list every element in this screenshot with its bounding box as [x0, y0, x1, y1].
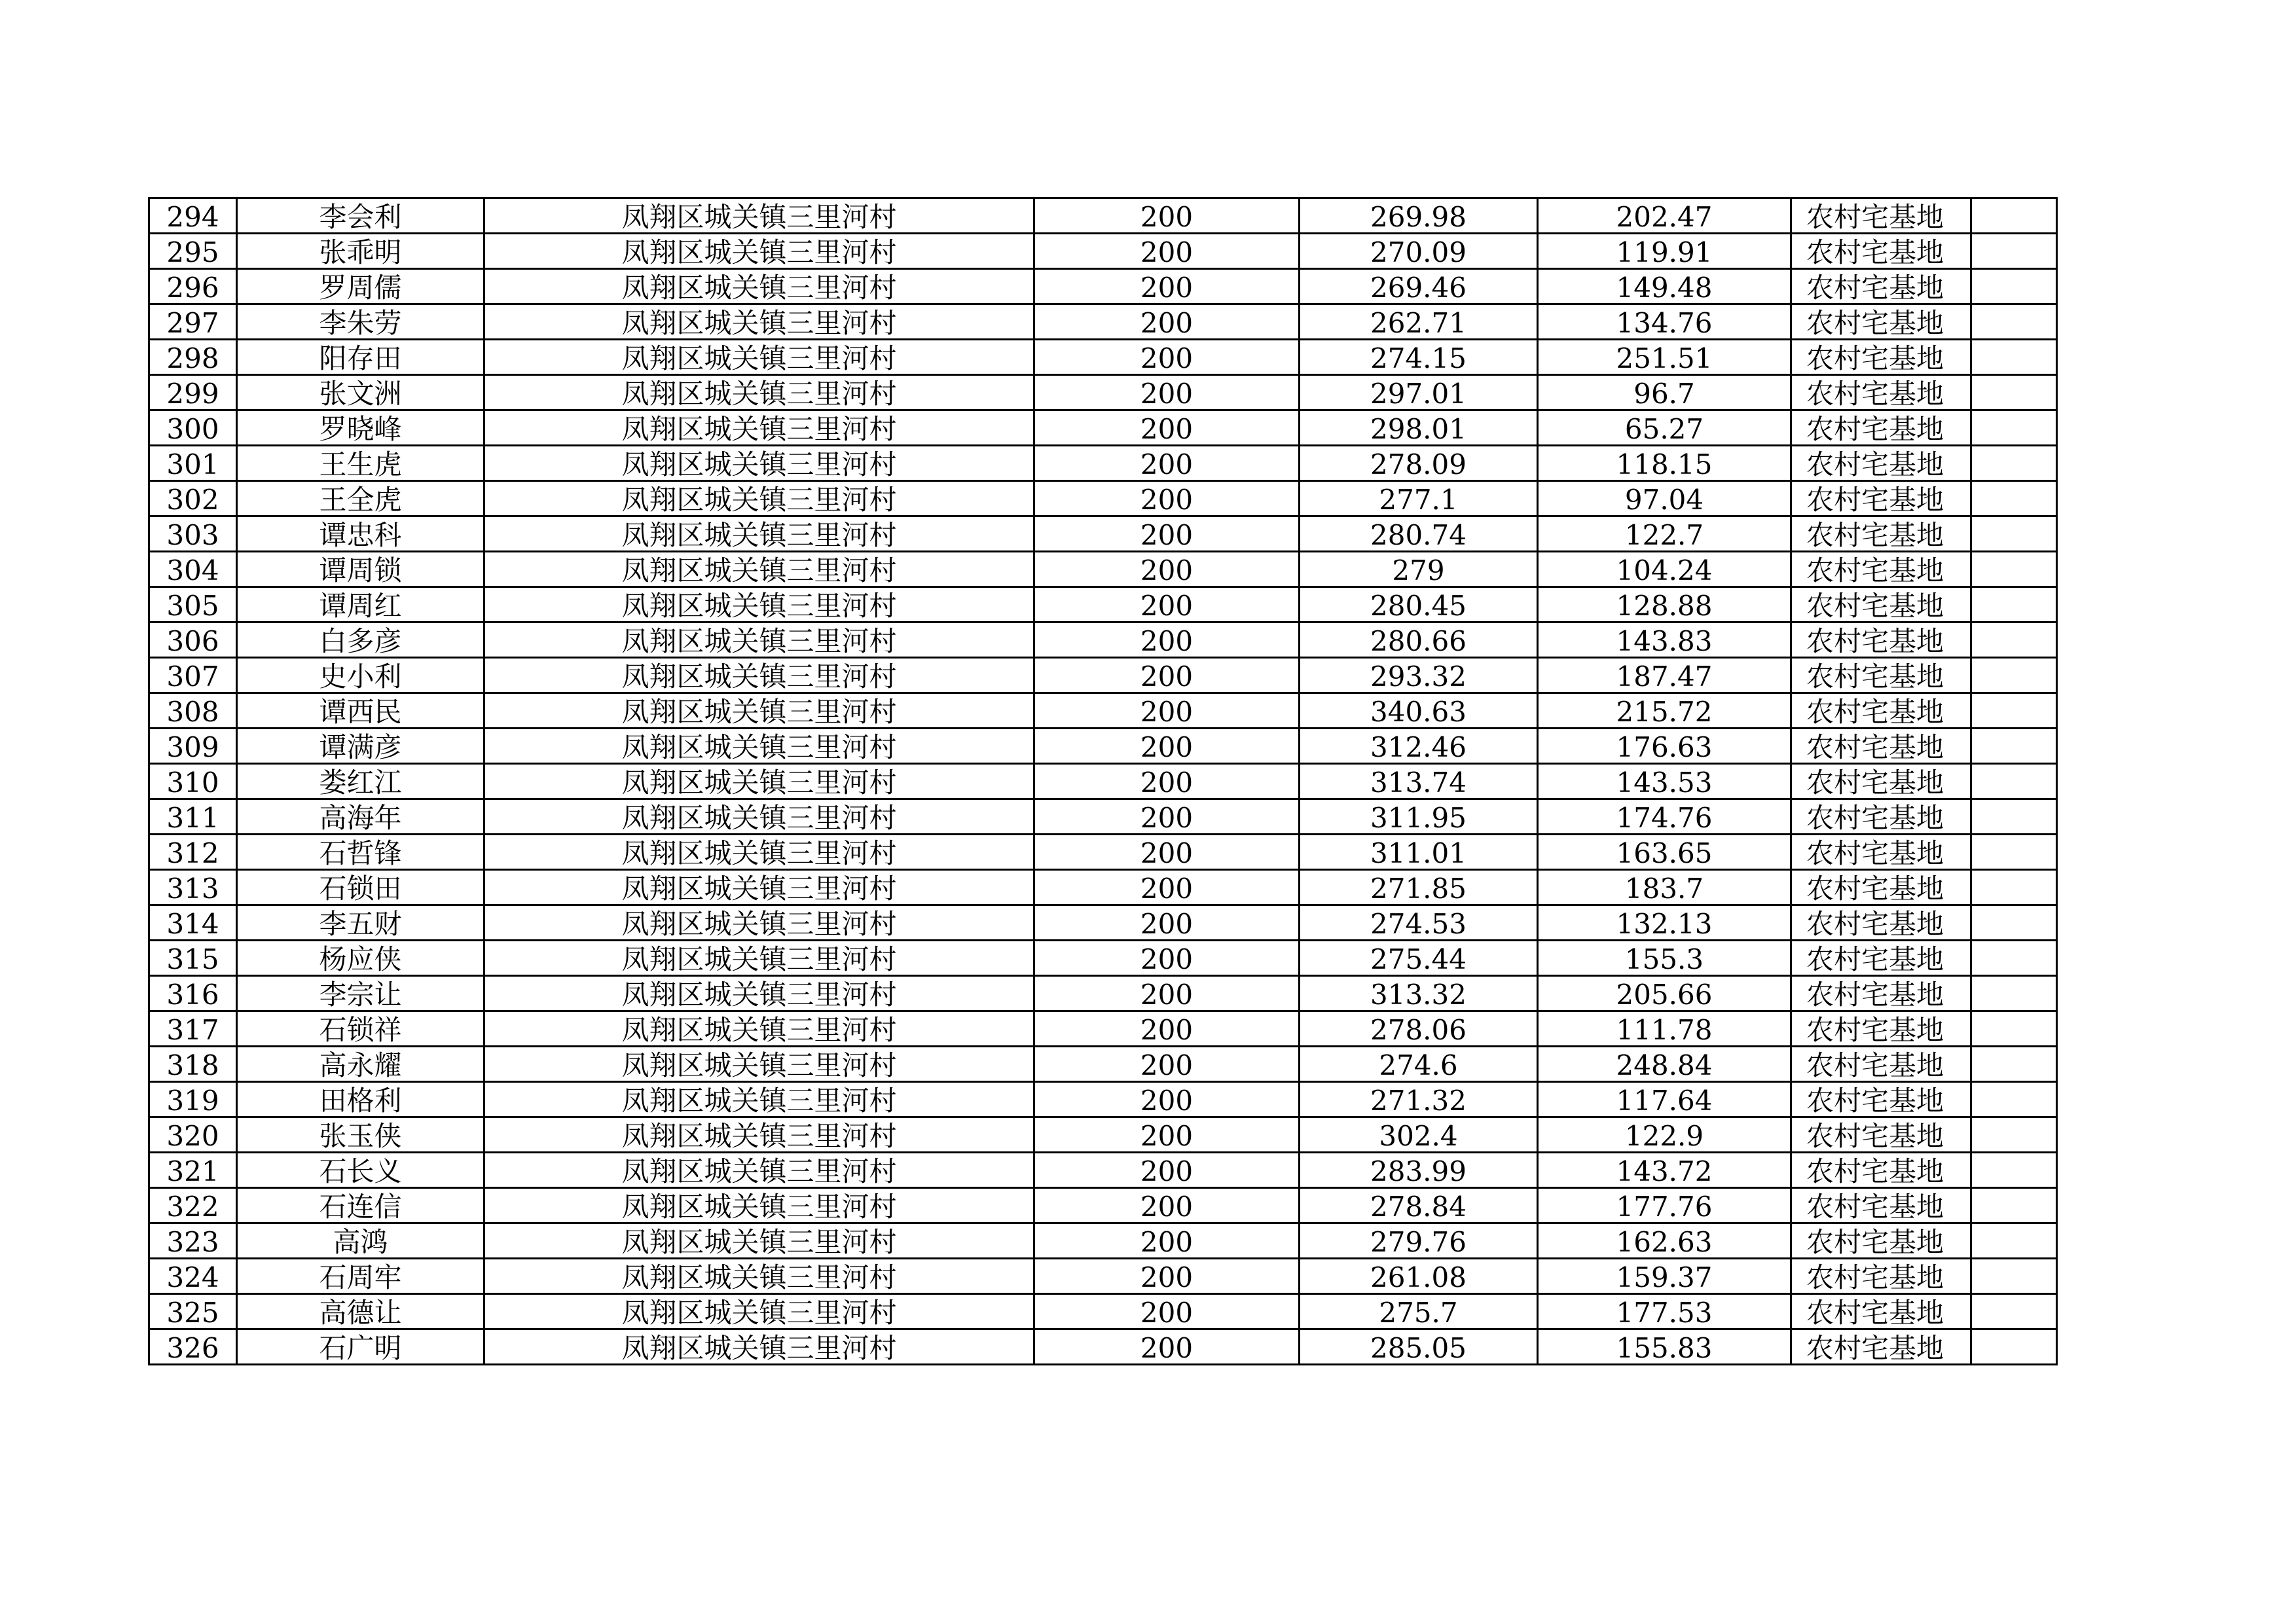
cell-approved-area: 200 — [1034, 198, 1300, 234]
cell-land-area: 278.06 — [1300, 1011, 1538, 1047]
cell-land-area: 274.53 — [1300, 905, 1538, 941]
cell-building-area: 143.53 — [1538, 764, 1791, 799]
cell-building-area: 118.15 — [1538, 446, 1791, 481]
cell-land-area: 262.71 — [1300, 304, 1538, 340]
cell-building-area: 111.78 — [1538, 1011, 1791, 1047]
table-row — [149, 870, 2057, 905]
cell-location: 凤翔区城关镇三里河村 — [484, 976, 1034, 1011]
cell-building-area: 97.04 — [1538, 481, 1791, 516]
cell-owner-name: 高海年 — [237, 799, 484, 835]
cell-location: 凤翔区城关镇三里河村 — [484, 1047, 1034, 1082]
table-row — [149, 835, 2057, 870]
cell-owner-name: 罗周儒 — [237, 269, 484, 304]
cell-remark — [1971, 198, 2057, 234]
cell-land-area: 302.4 — [1300, 1117, 1538, 1153]
cell-land-area: 297.01 — [1300, 375, 1538, 410]
cell-remark — [1971, 1259, 2057, 1294]
table-row — [149, 941, 2057, 976]
table-row — [149, 905, 2057, 941]
cell-approved-area: 200 — [1034, 1223, 1300, 1259]
cell-land-use: 农村宅基地 — [1791, 941, 1971, 976]
cell-land-area: 261.08 — [1300, 1259, 1538, 1294]
cell-index: 323 — [149, 1223, 237, 1259]
cell-land-area: 275.44 — [1300, 941, 1538, 976]
cell-index: 308 — [149, 693, 237, 729]
cell-remark — [1971, 1117, 2057, 1153]
cell-land-use: 农村宅基地 — [1791, 410, 1971, 446]
cell-location: 凤翔区城关镇三里河村 — [484, 340, 1034, 375]
cell-building-area: 163.65 — [1538, 835, 1791, 870]
cell-remark — [1971, 764, 2057, 799]
cell-land-use: 农村宅基地 — [1791, 799, 1971, 835]
cell-owner-name: 谭忠科 — [237, 516, 484, 552]
table-row — [149, 552, 2057, 587]
cell-building-area: 155.83 — [1538, 1329, 1791, 1365]
cell-owner-name: 娄红江 — [237, 764, 484, 799]
cell-index: 324 — [149, 1259, 237, 1294]
cell-index: 297 — [149, 304, 237, 340]
cell-building-area: 162.63 — [1538, 1223, 1791, 1259]
cell-index: 301 — [149, 446, 237, 481]
cell-owner-name: 史小利 — [237, 658, 484, 693]
cell-building-area: 149.48 — [1538, 269, 1791, 304]
cell-land-use: 农村宅基地 — [1791, 835, 1971, 870]
cell-owner-name: 李五财 — [237, 905, 484, 941]
cell-owner-name: 张文洲 — [237, 375, 484, 410]
cell-building-area: 155.3 — [1538, 941, 1791, 976]
cell-approved-area: 200 — [1034, 446, 1300, 481]
cell-land-area: 279 — [1300, 552, 1538, 587]
cell-location: 凤翔区城关镇三里河村 — [484, 1223, 1034, 1259]
cell-location: 凤翔区城关镇三里河村 — [484, 446, 1034, 481]
table-row — [149, 1082, 2057, 1117]
cell-location: 凤翔区城关镇三里河村 — [484, 198, 1034, 234]
cell-remark — [1971, 729, 2057, 764]
cell-owner-name: 石锁祥 — [237, 1011, 484, 1047]
cell-owner-name: 李宗让 — [237, 976, 484, 1011]
cell-location: 凤翔区城关镇三里河村 — [484, 375, 1034, 410]
cell-approved-area: 200 — [1034, 1047, 1300, 1082]
cell-land-use: 农村宅基地 — [1791, 976, 1971, 1011]
cell-remark — [1971, 481, 2057, 516]
cell-land-area: 275.7 — [1300, 1294, 1538, 1329]
cell-index: 298 — [149, 340, 237, 375]
cell-remark — [1971, 905, 2057, 941]
cell-approved-area: 200 — [1034, 516, 1300, 552]
table-body — [149, 198, 2057, 1365]
cell-land-area: 271.32 — [1300, 1082, 1538, 1117]
cell-index: 318 — [149, 1047, 237, 1082]
cell-index: 316 — [149, 976, 237, 1011]
cell-location: 凤翔区城关镇三里河村 — [484, 1082, 1034, 1117]
cell-approved-area: 200 — [1034, 234, 1300, 269]
cell-building-area: 248.84 — [1538, 1047, 1791, 1082]
cell-remark — [1971, 1153, 2057, 1188]
cell-approved-area: 200 — [1034, 941, 1300, 976]
cell-building-area: 177.53 — [1538, 1294, 1791, 1329]
cell-land-use: 农村宅基地 — [1791, 623, 1971, 658]
cell-owner-name: 张玉侠 — [237, 1117, 484, 1153]
cell-remark — [1971, 976, 2057, 1011]
table-row — [149, 1047, 2057, 1082]
cell-remark — [1971, 623, 2057, 658]
cell-remark — [1971, 1329, 2057, 1365]
cell-land-area: 278.84 — [1300, 1188, 1538, 1223]
cell-building-area: 117.64 — [1538, 1082, 1791, 1117]
cell-land-use: 农村宅基地 — [1791, 269, 1971, 304]
cell-remark — [1971, 693, 2057, 729]
cell-index: 306 — [149, 623, 237, 658]
cell-location: 凤翔区城关镇三里河村 — [484, 410, 1034, 446]
cell-index: 299 — [149, 375, 237, 410]
cell-land-area: 285.05 — [1300, 1329, 1538, 1365]
cell-approved-area: 200 — [1034, 1117, 1300, 1153]
cell-land-area: 293.32 — [1300, 658, 1538, 693]
cell-land-use: 农村宅基地 — [1791, 1082, 1971, 1117]
cell-land-use: 农村宅基地 — [1791, 446, 1971, 481]
cell-land-area: 269.46 — [1300, 269, 1538, 304]
cell-owner-name: 谭西民 — [237, 693, 484, 729]
cell-index: 311 — [149, 799, 237, 835]
cell-approved-area: 200 — [1034, 658, 1300, 693]
cell-index: 307 — [149, 658, 237, 693]
cell-land-use: 农村宅基地 — [1791, 304, 1971, 340]
table-row — [149, 729, 2057, 764]
cell-building-area: 143.72 — [1538, 1153, 1791, 1188]
cell-building-area: 143.83 — [1538, 623, 1791, 658]
cell-index: 296 — [149, 269, 237, 304]
cell-location: 凤翔区城关镇三里河村 — [484, 729, 1034, 764]
cell-location: 凤翔区城关镇三里河村 — [484, 799, 1034, 835]
cell-remark — [1971, 552, 2057, 587]
cell-land-area: 274.6 — [1300, 1047, 1538, 1082]
land-register-table — [148, 197, 2058, 1365]
cell-land-area: 340.63 — [1300, 693, 1538, 729]
cell-land-use: 农村宅基地 — [1791, 658, 1971, 693]
cell-building-area: 205.66 — [1538, 976, 1791, 1011]
cell-approved-area: 200 — [1034, 1082, 1300, 1117]
cell-land-area: 269.98 — [1300, 198, 1538, 234]
cell-land-area: 271.85 — [1300, 870, 1538, 905]
cell-land-use: 农村宅基地 — [1791, 1011, 1971, 1047]
cell-approved-area: 200 — [1034, 835, 1300, 870]
cell-land-use: 农村宅基地 — [1791, 1047, 1971, 1082]
cell-land-area: 313.74 — [1300, 764, 1538, 799]
table-row — [149, 269, 2057, 304]
cell-building-area: 202.47 — [1538, 198, 1791, 234]
cell-location: 凤翔区城关镇三里河村 — [484, 941, 1034, 976]
cell-owner-name: 李会利 — [237, 198, 484, 234]
table-row — [149, 340, 2057, 375]
cell-building-area: 134.76 — [1538, 304, 1791, 340]
cell-owner-name: 高永耀 — [237, 1047, 484, 1082]
cell-location: 凤翔区城关镇三里河村 — [484, 693, 1034, 729]
cell-owner-name: 石连信 — [237, 1188, 484, 1223]
cell-building-area: 176.63 — [1538, 729, 1791, 764]
table-row — [149, 304, 2057, 340]
cell-location: 凤翔区城关镇三里河村 — [484, 516, 1034, 552]
cell-index: 320 — [149, 1117, 237, 1153]
cell-approved-area: 200 — [1034, 870, 1300, 905]
cell-remark — [1971, 587, 2057, 623]
cell-owner-name: 李朱劳 — [237, 304, 484, 340]
cell-remark — [1971, 835, 2057, 870]
cell-land-area: 277.1 — [1300, 481, 1538, 516]
cell-location: 凤翔区城关镇三里河村 — [484, 658, 1034, 693]
cell-owner-name: 石长义 — [237, 1153, 484, 1188]
cell-land-use: 农村宅基地 — [1791, 1153, 1971, 1188]
cell-approved-area: 200 — [1034, 410, 1300, 446]
cell-index: 310 — [149, 764, 237, 799]
cell-owner-name: 王全虎 — [237, 481, 484, 516]
cell-location: 凤翔区城关镇三里河村 — [484, 1117, 1034, 1153]
cell-owner-name: 白多彦 — [237, 623, 484, 658]
cell-owner-name: 杨应侠 — [237, 941, 484, 976]
cell-land-use: 农村宅基地 — [1791, 375, 1971, 410]
cell-land-use: 农村宅基地 — [1791, 1223, 1971, 1259]
cell-location: 凤翔区城关镇三里河村 — [484, 870, 1034, 905]
cell-location: 凤翔区城关镇三里河村 — [484, 304, 1034, 340]
cell-land-use: 农村宅基地 — [1791, 587, 1971, 623]
cell-owner-name: 高鸿 — [237, 1223, 484, 1259]
cell-land-use: 农村宅基地 — [1791, 234, 1971, 269]
cell-index: 294 — [149, 198, 237, 234]
cell-index: 322 — [149, 1188, 237, 1223]
cell-land-use: 农村宅基地 — [1791, 729, 1971, 764]
cell-location: 凤翔区城关镇三里河村 — [484, 1011, 1034, 1047]
cell-owner-name: 王生虎 — [237, 446, 484, 481]
cell-location: 凤翔区城关镇三里河村 — [484, 623, 1034, 658]
cell-approved-area: 200 — [1034, 1294, 1300, 1329]
cell-approved-area: 200 — [1034, 799, 1300, 835]
cell-approved-area: 200 — [1034, 552, 1300, 587]
table-row — [149, 1153, 2057, 1188]
cell-land-area: 283.99 — [1300, 1153, 1538, 1188]
cell-building-area: 132.13 — [1538, 905, 1791, 941]
cell-building-area: 187.47 — [1538, 658, 1791, 693]
cell-land-area: 280.45 — [1300, 587, 1538, 623]
cell-location: 凤翔区城关镇三里河村 — [484, 764, 1034, 799]
cell-building-area: 122.9 — [1538, 1117, 1791, 1153]
cell-index: 300 — [149, 410, 237, 446]
table-row — [149, 658, 2057, 693]
cell-land-use: 农村宅基地 — [1791, 1188, 1971, 1223]
cell-approved-area: 200 — [1034, 269, 1300, 304]
cell-building-area: 122.7 — [1538, 516, 1791, 552]
cell-owner-name: 高德让 — [237, 1294, 484, 1329]
cell-remark — [1971, 1188, 2057, 1223]
cell-remark — [1971, 1011, 2057, 1047]
cell-land-area: 280.74 — [1300, 516, 1538, 552]
table-row — [149, 446, 2057, 481]
cell-building-area: 215.72 — [1538, 693, 1791, 729]
cell-approved-area: 200 — [1034, 304, 1300, 340]
table-row — [149, 1329, 2057, 1365]
table-row — [149, 1294, 2057, 1329]
cell-remark — [1971, 1047, 2057, 1082]
cell-location: 凤翔区城关镇三里河村 — [484, 552, 1034, 587]
cell-land-area: 298.01 — [1300, 410, 1538, 446]
cell-index: 304 — [149, 552, 237, 587]
cell-remark — [1971, 375, 2057, 410]
cell-land-area: 274.15 — [1300, 340, 1538, 375]
cell-remark — [1971, 1223, 2057, 1259]
cell-land-use: 农村宅基地 — [1791, 1259, 1971, 1294]
cell-land-use: 农村宅基地 — [1791, 693, 1971, 729]
cell-remark — [1971, 1294, 2057, 1329]
cell-owner-name: 罗晓峰 — [237, 410, 484, 446]
cell-index: 314 — [149, 905, 237, 941]
cell-land-area: 311.01 — [1300, 835, 1538, 870]
table-row — [149, 1188, 2057, 1223]
cell-location: 凤翔区城关镇三里河村 — [484, 1153, 1034, 1188]
cell-land-use: 农村宅基地 — [1791, 481, 1971, 516]
cell-approved-area: 200 — [1034, 1259, 1300, 1294]
cell-building-area: 104.24 — [1538, 552, 1791, 587]
cell-land-use: 农村宅基地 — [1791, 198, 1971, 234]
cell-approved-area: 200 — [1034, 340, 1300, 375]
cell-land-use: 农村宅基地 — [1791, 1117, 1971, 1153]
cell-approved-area: 200 — [1034, 1011, 1300, 1047]
table-row — [149, 1223, 2057, 1259]
cell-land-use: 农村宅基地 — [1791, 552, 1971, 587]
cell-index: 303 — [149, 516, 237, 552]
cell-location: 凤翔区城关镇三里河村 — [484, 1294, 1034, 1329]
cell-location: 凤翔区城关镇三里河村 — [484, 905, 1034, 941]
table-row — [149, 799, 2057, 835]
cell-approved-area: 200 — [1034, 481, 1300, 516]
cell-building-area: 119.91 — [1538, 234, 1791, 269]
cell-index: 312 — [149, 835, 237, 870]
cell-index: 319 — [149, 1082, 237, 1117]
cell-land-use: 农村宅基地 — [1791, 1329, 1971, 1365]
cell-approved-area: 200 — [1034, 587, 1300, 623]
cell-approved-area: 200 — [1034, 693, 1300, 729]
cell-location: 凤翔区城关镇三里河村 — [484, 1259, 1034, 1294]
table-row — [149, 375, 2057, 410]
cell-land-area: 270.09 — [1300, 234, 1538, 269]
cell-index: 326 — [149, 1329, 237, 1365]
cell-land-use: 农村宅基地 — [1791, 905, 1971, 941]
cell-owner-name: 谭周红 — [237, 587, 484, 623]
cell-remark — [1971, 446, 2057, 481]
cell-remark — [1971, 658, 2057, 693]
cell-land-area: 280.66 — [1300, 623, 1538, 658]
cell-owner-name: 谭满彦 — [237, 729, 484, 764]
cell-approved-area: 200 — [1034, 764, 1300, 799]
cell-building-area: 128.88 — [1538, 587, 1791, 623]
cell-land-area: 312.46 — [1300, 729, 1538, 764]
cell-building-area: 159.37 — [1538, 1259, 1791, 1294]
cell-remark — [1971, 870, 2057, 905]
cell-remark — [1971, 234, 2057, 269]
cell-building-area: 174.76 — [1538, 799, 1791, 835]
cell-land-area: 313.32 — [1300, 976, 1538, 1011]
cell-index: 295 — [149, 234, 237, 269]
cell-approved-area: 200 — [1034, 905, 1300, 941]
cell-remark — [1971, 516, 2057, 552]
cell-owner-name: 石周牢 — [237, 1259, 484, 1294]
cell-remark — [1971, 340, 2057, 375]
cell-owner-name: 谭周锁 — [237, 552, 484, 587]
cell-remark — [1971, 269, 2057, 304]
table-row — [149, 410, 2057, 446]
cell-land-use: 农村宅基地 — [1791, 870, 1971, 905]
table-row — [149, 764, 2057, 799]
cell-approved-area: 200 — [1034, 623, 1300, 658]
cell-remark — [1971, 941, 2057, 976]
cell-approved-area: 200 — [1034, 1153, 1300, 1188]
table-row — [149, 587, 2057, 623]
cell-location: 凤翔区城关镇三里河村 — [484, 234, 1034, 269]
cell-approved-area: 200 — [1034, 976, 1300, 1011]
table-row — [149, 1259, 2057, 1294]
cell-location: 凤翔区城关镇三里河村 — [484, 1188, 1034, 1223]
cell-approved-area: 200 — [1034, 729, 1300, 764]
cell-location: 凤翔区城关镇三里河村 — [484, 1329, 1034, 1365]
cell-index: 309 — [149, 729, 237, 764]
cell-land-use: 农村宅基地 — [1791, 340, 1971, 375]
cell-index: 321 — [149, 1153, 237, 1188]
cell-remark — [1971, 410, 2057, 446]
cell-approved-area: 200 — [1034, 1329, 1300, 1365]
cell-remark — [1971, 304, 2057, 340]
cell-remark — [1971, 799, 2057, 835]
cell-building-area: 251.51 — [1538, 340, 1791, 375]
cell-owner-name: 张乖明 — [237, 234, 484, 269]
cell-location: 凤翔区城关镇三里河村 — [484, 269, 1034, 304]
cell-land-use: 农村宅基地 — [1791, 1294, 1971, 1329]
cell-index: 302 — [149, 481, 237, 516]
cell-location: 凤翔区城关镇三里河村 — [484, 587, 1034, 623]
cell-owner-name: 田格利 — [237, 1082, 484, 1117]
cell-building-area: 183.7 — [1538, 870, 1791, 905]
cell-location: 凤翔区城关镇三里河村 — [484, 835, 1034, 870]
cell-index: 317 — [149, 1011, 237, 1047]
cell-owner-name: 石广明 — [237, 1329, 484, 1365]
cell-approved-area: 200 — [1034, 1188, 1300, 1223]
cell-index: 315 — [149, 941, 237, 976]
cell-index: 325 — [149, 1294, 237, 1329]
table-row — [149, 976, 2057, 1011]
table-row — [149, 481, 2057, 516]
cell-owner-name: 阳存田 — [237, 340, 484, 375]
cell-land-area: 278.09 — [1300, 446, 1538, 481]
cell-owner-name: 石哲锋 — [237, 835, 484, 870]
cell-index: 305 — [149, 587, 237, 623]
cell-land-area: 279.76 — [1300, 1223, 1538, 1259]
cell-land-use: 农村宅基地 — [1791, 764, 1971, 799]
cell-owner-name: 石锁田 — [237, 870, 484, 905]
cell-land-use: 农村宅基地 — [1791, 516, 1971, 552]
cell-index: 313 — [149, 870, 237, 905]
table-row — [149, 1117, 2057, 1153]
table-row — [149, 516, 2057, 552]
table-row — [149, 198, 2057, 234]
cell-approved-area: 200 — [1034, 375, 1300, 410]
table-row — [149, 234, 2057, 269]
cell-land-area: 311.95 — [1300, 799, 1538, 835]
cell-location: 凤翔区城关镇三里河村 — [484, 481, 1034, 516]
table-row — [149, 1011, 2057, 1047]
cell-building-area: 65.27 — [1538, 410, 1791, 446]
cell-building-area: 177.76 — [1538, 1188, 1791, 1223]
cell-building-area: 96.7 — [1538, 375, 1791, 410]
table-row — [149, 623, 2057, 658]
table-row — [149, 693, 2057, 729]
cell-remark — [1971, 1082, 2057, 1117]
